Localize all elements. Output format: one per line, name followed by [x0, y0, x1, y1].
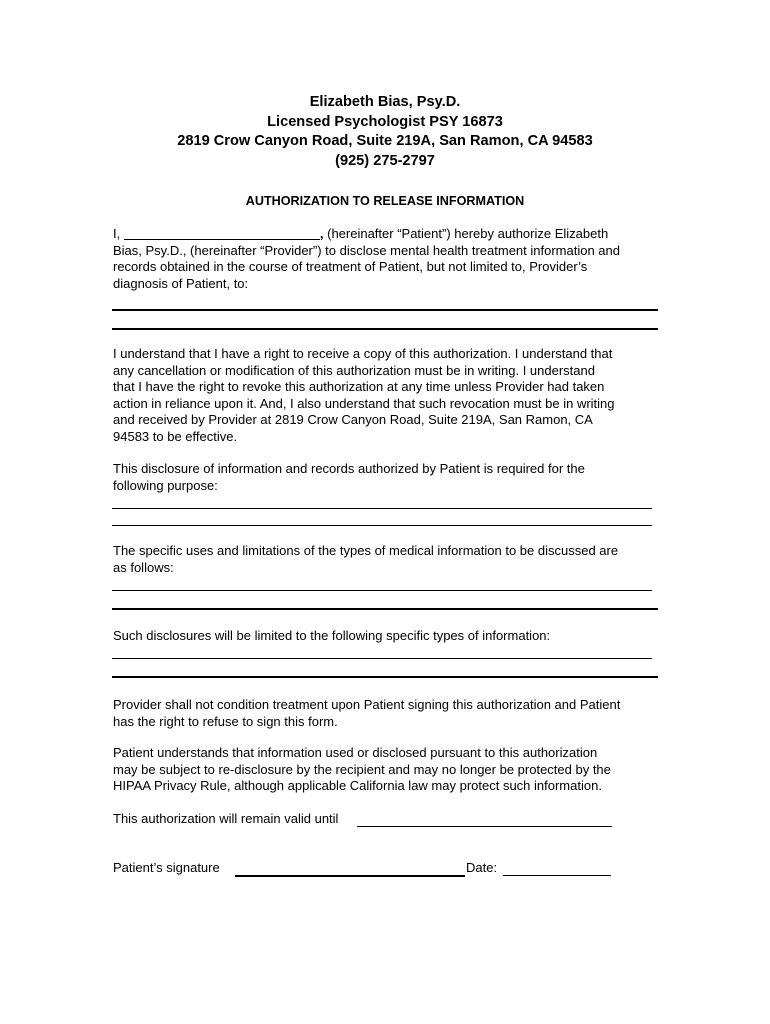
provider-license: Licensed Psychologist PSY 16873 — [267, 113, 503, 130]
purpose-paragraph — [113, 461, 673, 494]
form-title: AUTHORIZATION TO RELEASE INFORMATION — [245, 194, 525, 208]
uses-paragraph — [113, 543, 673, 576]
intro-line-2: Bias, Psy.D., (hereinafter “Provider”) to disclose mental health treatment information and — [113, 242, 620, 258]
uses-line-1: The specific uses and limitations of the types of medical information to be discussed are — [113, 543, 619, 558]
intro-line-1: I, , (hereinafter “Patient”) hereby authorize Elizabeth — [113, 226, 609, 241]
recipient-line-2[interactable] — [112, 328, 658, 330]
rights-line-1: I understand that I have a right to receive a copy of this authorization. I understand that — [113, 346, 613, 361]
types-line-b[interactable] — [112, 676, 658, 678]
purpose-line-a[interactable] — [112, 508, 652, 509]
valid-until-blank[interactable] — [357, 826, 612, 827]
intro-line-4: diagnosis of Patient, to: — [113, 275, 249, 291]
rights-paragraph — [113, 346, 673, 445]
types-line-a[interactable] — [112, 658, 652, 659]
provider-header — [0, 93, 770, 171]
redisclosure-line-3: HIPAA Privacy Rule, although applicable California law may protect such information. — [113, 778, 602, 793]
types-paragraph — [113, 628, 673, 645]
intro-paragraph — [113, 226, 673, 292]
purpose-line-1: This disclosure of information and records authorized by Patient is required for the — [113, 461, 585, 476]
rights-line-5: and received by Provider at 2819 Crow Canyon Road, Suite 219A, San Ramon, CA — [113, 412, 593, 427]
signature-label: Patient’s signature — [113, 860, 220, 875]
rights-line-2: any cancellation or modification of this authorization must be in writing. I understand — [113, 362, 595, 378]
uses-line-2: as follows: — [113, 559, 174, 575]
date-blank[interactable] — [503, 875, 611, 876]
purpose-line-2: following purpose: — [113, 477, 218, 493]
intro-line-3: records obtained in the course of treatment of Patient, but not limited to, Provider’s — [113, 259, 588, 274]
date-label: Date: — [466, 860, 498, 875]
condition-line-2: has the right to refuse to sign this form. — [113, 713, 338, 729]
rights-line-6: 94583 to be effective. — [113, 428, 238, 444]
provider-phone: (925) 275-2797 — [335, 152, 435, 169]
redisclosure-line-1: Patient understands that information used or disclosed pursuant to this authorization — [113, 745, 598, 760]
provider-name: Elizabeth Bias, Psy.D. — [309, 94, 461, 110]
patient-name-blank[interactable] — [124, 238, 320, 240]
rights-line-3: that I have the right to revoke this authorization at any time unless Provider had taken — [113, 379, 605, 394]
provider-address: 2819 Crow Canyon Road, Suite 219A, San Ramon, CA 94583 — [177, 133, 593, 149]
valid-until-label: This authorization will remain valid until — [113, 811, 339, 826]
purpose-line-b[interactable] — [112, 525, 652, 526]
redisclosure-line-2: may be subject to re-disclosure by the recipient and may no longer be protected by the — [113, 761, 611, 777]
uses-line-b[interactable] — [112, 608, 658, 610]
condition-paragraph — [113, 697, 673, 730]
signature-blank[interactable] — [235, 875, 465, 877]
rights-line-4: action in reliance upon it. And, I also understand that such revocation must be in writing — [113, 395, 615, 411]
uses-line-a[interactable] — [112, 590, 652, 591]
recipient-line-1[interactable] — [112, 309, 658, 311]
redisclosure-paragraph — [113, 745, 673, 795]
condition-line-1: Provider shall not condition treatment upon Patient signing this authorization and Patient — [113, 697, 621, 712]
types-line-1: Such disclosures will be limited to the following specific types of information: — [113, 628, 551, 643]
